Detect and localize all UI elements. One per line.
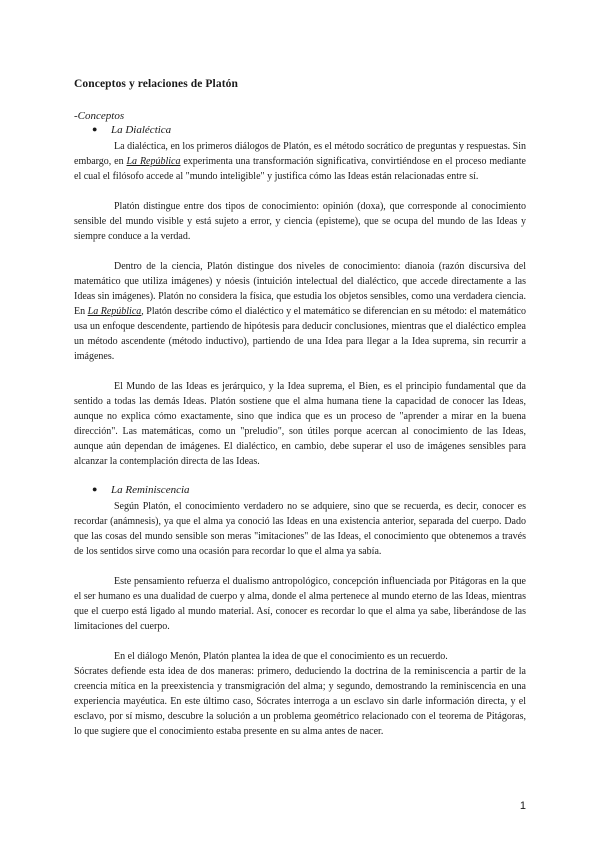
paragraph-8: Sócrates defiende esta idea de dos maneras: primero, deduciendo la doctrina de la reminiscencia a partir de la creencia mítica en la preexistencia y transmigración del alma; y segundo, demostrando la reminiscencia en una experiencia mayéutica. En este último caso, Sócrates interroga a un esclavo sin darle información directa, y el esclavo, por sí mismo, descubre la solución a un problema geométrico relacionado con el teorema de Pitágoras, lo que sugiere que el conocimiento estaba presente en su alma antes de nacer. <box>74 666 526 737</box>
paragraph-3-end: , Platón describe cómo el dialéctico y el matemático se diferencian en su método: el matemático usa un enfoque descendente, partiendo de hipótesis para deducir conclusiones, mientras que el dialéctico emplea un método ascendente (método inductivo), partiendo de una Idea para llegar a la Idea suprema, sin recurrir a imágenes. <box>74 306 526 362</box>
paragraph-3 <box>74 259 526 364</box>
bullet-dot-icon: ● <box>92 124 98 134</box>
bullet-label: La Dialéctica <box>111 124 172 136</box>
page-number: 1 <box>519 800 526 812</box>
paragraph-1-start: La dialéctica, en los primeros diálogos de Platón, es el método socrático de preguntas y respuestas. Sin embargo, en <box>74 141 526 167</box>
bullet-dialectica <box>74 124 526 136</box>
paragraph-2: Platón distingue entre dos tipos de conocimiento: opinión (doxa), que corresponde al conocimiento sensible del mundo visible y está sujeto a error, y ciencia (episteme), que se ocupa del mundo de las Ideas y siempre conduce a la verdad. <box>74 201 526 242</box>
paragraph-1-end: experimenta una transformación significativa, convirtiéndose en el proceso mediante el cual el filósofo accede al "mundo inteligible" y justifica cómo las Ideas están relacionadas entre sí. <box>74 156 526 182</box>
bullet-reminiscencia <box>74 484 526 496</box>
paragraph-1 <box>74 139 526 184</box>
paragraph-7: En el diálogo Menón, Platón plantea la idea de que el conocimiento es un recuerdo. <box>114 651 448 662</box>
section-heading: -Conceptos <box>74 110 125 122</box>
book-title-link: La República <box>87 306 142 317</box>
paragraph-3-start: Dentro de la ciencia, Platón distingue dos niveles de conocimiento: dianoia (razón discursiva del matemático que utiliza imágenes) y nóesis (intuición intelectual del dialéctico, que accede directamente a las Ideas sin imágenes). Platón no considera la física, que estudia los objetos sensibles, como una verdadera ciencia. En <box>74 261 526 317</box>
page-body <box>74 78 526 739</box>
document-title: Conceptos y relaciones de Platón <box>74 78 238 90</box>
bullet-dot-icon: ● <box>92 484 98 494</box>
paragraph-6: Este pensamiento refuerza el dualismo antropológico, concepción influenciada por Pitágoras en la que el ser humano es una dualidad de cuerpo y alma, donde el alma pertenece al mundo eterno de las Ideas, mientras que el cuerpo está ligado al mundo material. Así, conocer es recordar lo que el alma ya sabe, liberándose de las limitaciones del cuerpo. <box>74 576 526 632</box>
bullet-label: La Reminiscencia <box>111 484 190 496</box>
paragraph-5: Según Platón, el conocimiento verdadero no se adquiere, sino que se recuerda, es decir, conocer es recordar (anámnesis), ya que el alma ya conoció las Ideas en una existencia anterior, separada del cuerpo. Dado que las cosas del mundo sensible son meras "imitaciones" de las Ideas, el conocimiento que obtenemos a través de los sentidos sirve como una ocasión para recordar lo que el alma ya sabía. <box>74 501 526 557</box>
paragraph-4: El Mundo de las Ideas es jerárquico, y la Idea suprema, el Bien, es el principio fundamental que da sentido a todas las demás Ideas. Platón sostiene que el alma humana tiene la capacidad de conocer las Ideas, aunque no explica cómo exactamente, sino que indica que es un proceso de "aprender a mirar en la buena dirección". Las matemáticas, como un "preludio", son útiles porque acercan al conocimiento de las Ideas, aunque aún dependan de imágenes. El dialéctico, en cambio, debe superar el uso de imágenes sensibles para alcanzar la contemplación directa de las Ideas. <box>74 381 526 467</box>
book-title-link: La República <box>126 156 181 167</box>
